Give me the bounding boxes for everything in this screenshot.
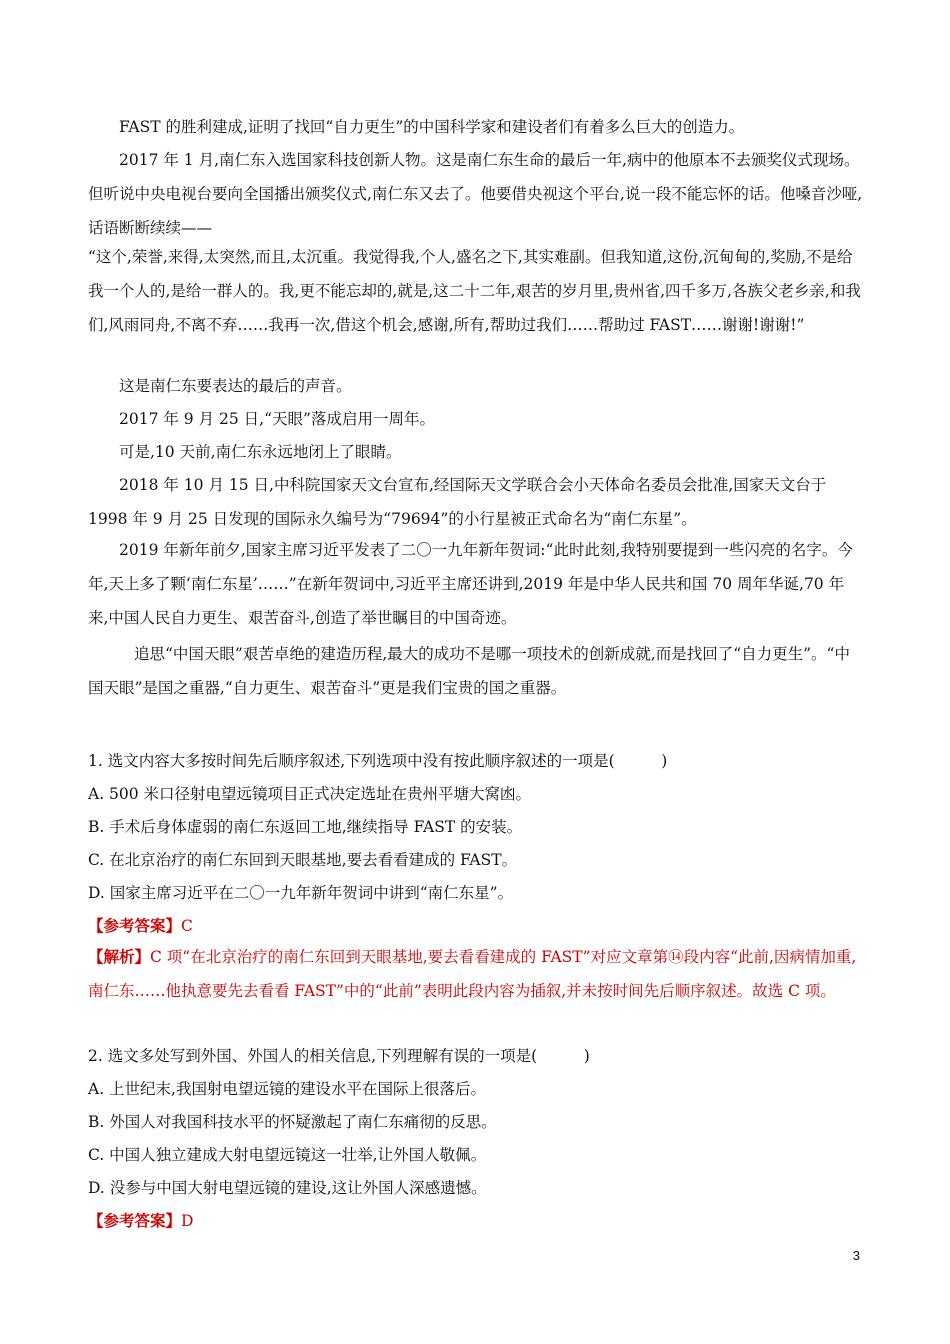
passage-paragraph: 可是,10 天前,南仁东永远地闭上了眼睛。 [119, 443, 402, 461]
question-2-option-c: C. 中国人独立建成大射电望远镜这一壮举,让外国人敬佩。 [88, 1146, 487, 1164]
question-1-analysis [88, 940, 864, 1008]
question-1-option-b: B. 手术后身体虚弱的南仁东返回工地,继续指导 FAST 的安装。 [88, 818, 523, 836]
question-2-option-b: B. 外国人对我国科技水平的怀疑激起了南仁东痛彻的反思。 [88, 1113, 497, 1131]
analysis-text: C 项“在北京治疗的南仁东回到天眼基地,要去看看建成的 FAST”对应文章第⑭段内容“此前,因病情加重,南仁东……他执意要先去看看 FAST”中的“此前”表明此段内容为插叙,并未按时间先后顺序叙述。故选 C 项。 [88, 948, 857, 1000]
analysis-label: 【解析】 [88, 947, 151, 966]
question-1-answer [88, 909, 864, 943]
passage-paragraph: 这是南仁东要表达的最后的声音。 [119, 377, 352, 395]
question-1-option-d: D. 国家主席习近平在二〇一九年新年贺词中讲到“南仁东星”。 [88, 884, 514, 902]
answer-label: 【参考答案】 [88, 1211, 182, 1230]
passage-paragraph: 2018 年 10 月 15 日,中科院国家天文台宣布,经国际天文学联合会小天体命名委员会批准,国家天文台于 1998 年 9 月 25 日发现的国际永久编号为“79694”的小行星被正式命名为“南仁东星”。 [88, 476, 827, 528]
question-2-answer [88, 1204, 864, 1238]
answer-label: 【参考答案】 [88, 916, 182, 935]
passage-quote: “这个,荣誉,来得,太突然,而且,太沉重。我觉得我,个人,盛名之下,其实难副。但我知道,这份,沉甸甸的,奖励,不是给我一个人的,是给一群人的。我,更不能忘却的,就是,这二十二年,艰苦的岁月里,贵州省,四千多万,各族父老乡亲,和我们,风雨同舟,不离不弃……我再一次,借这个机会,感谢,所有,帮助过我们……帮助过 FAST……谢谢!谢谢!” [88, 248, 861, 334]
question-2-stem: 2. 选文多处写到外国、外国人的相关信息,下列理解有误的一项是( ) [88, 1047, 590, 1065]
passage-paragraph: 2017 年 1 月,南仁东入选国家科技创新人物。这是南仁东生命的最后一年,病中的他原本不去颁奖仪式现场。但听说中央电视台要向全国播出颁奖仪式,南仁东又去了。他要借央视这个平台,说一段不能忘怀的话。他嗓音沙哑,话语断断续续—— [88, 151, 863, 237]
question-2-option-a: A. 上世纪末,我国射电望远镜的建设水平在国际上很落后。 [88, 1080, 486, 1098]
answer-value: C [181, 917, 193, 935]
passage-paragraph: 2019 年新年前夕,国家主席习近平发表了二〇一九年新年贺词:“此时此刻,我特别要提到一些闪亮的名字。今年,天上多了颗‘南仁东星’……”在新年贺词中,习近平主席还讲到,2019 年是中华人民共和国 70 周年华诞,70 年来,中国人民自力更生、艰苦奋斗,创造了举世瞩目的中国奇迹。 [88, 541, 853, 627]
question-1-stem: 1. 选文内容大多按时间先后顺序叙述,下列选项中没有按此顺序叙述的一项是( ) [88, 752, 668, 770]
question-1-option-c: C. 在北京治疗的南仁东回到天眼基地,要去看看建成的 FAST。 [88, 851, 518, 869]
question-2-option-d: D. 没参与中国大射电望远镜的建设,这让外国人深感遗憾。 [88, 1179, 487, 1197]
passage-summary: 追思“中国天眼”艰苦卓绝的建造历程,最大的成功不是哪一项技术的创新成就,而是找回了“自力更生”。“中国天眼”是国之重器,“自力更生、艰苦奋斗”更是我们宝贵的国之重器。 [88, 645, 850, 697]
question-1-option-a: A. 500 米口径射电望远镜项目正式决定选址在贵州平塘大窝凼。 [88, 785, 532, 803]
passage-paragraph: 2017 年 9 月 25 日,“天眼”落成启用一周年。 [119, 410, 435, 428]
page-number: 3 [852, 1248, 860, 1263]
answer-value: D [181, 1212, 194, 1230]
passage-paragraph: FAST 的胜利建成,证明了找回“自力更生”的中国科学家和建设者们有着多么巨大的创造力。 [119, 118, 745, 136]
